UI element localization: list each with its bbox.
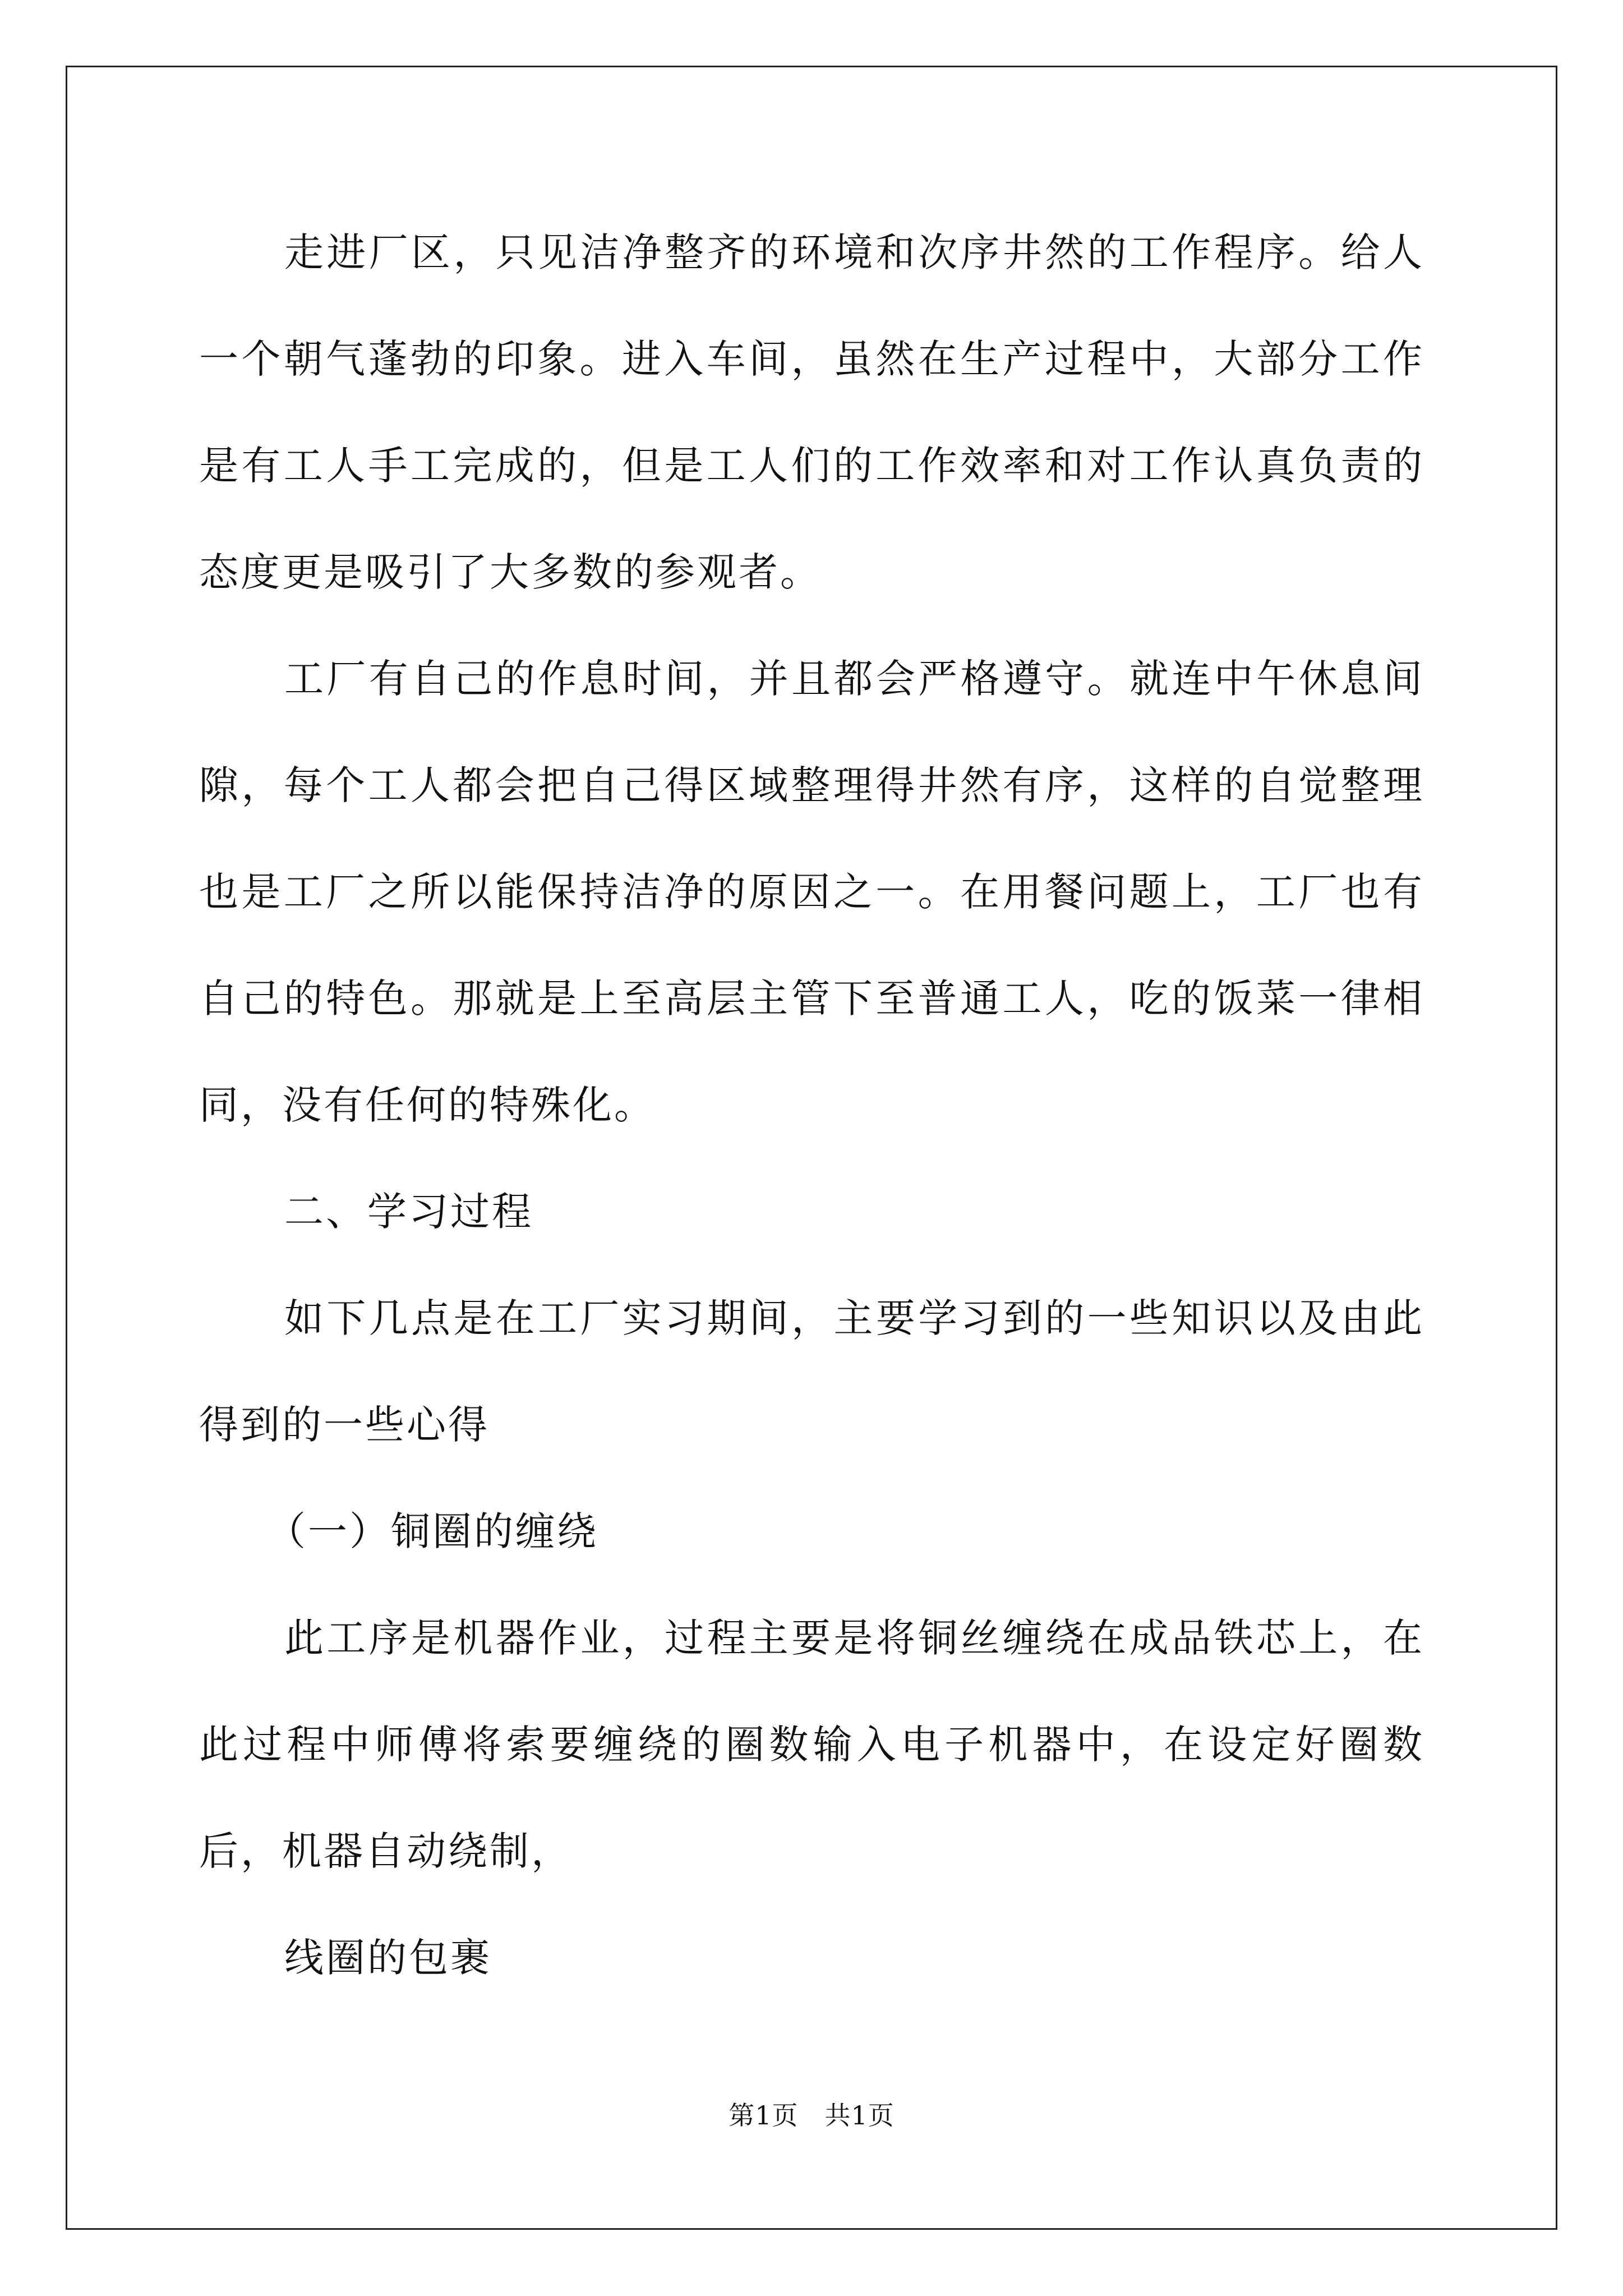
paragraph-winding-process: 此工序是机器作业，过程主要是将铜丝缠绕在成品铁芯上，在此过程中师傅将索要缠绕的圈数输入电子机器中，在设定好圈数后，机器自动绕制， — [199, 1615, 1424, 1874]
paragraph-learning-intro: 如下几点是在工厂实习期间，主要学习到的一些知识以及由此得到的一些心得 — [199, 1295, 1424, 1448]
section-heading-learning-process: 二、学习过程 — [284, 1189, 533, 1235]
paragraph-work-schedule: 工厂有自己的作息时间，并且都会严格遵守。就连中午休息间隙，每个工人都会把自己得区域整理得井然有序，这样的自觉整理也是工厂之所以能保持洁净的原因之一。在用餐问题上，工厂也有自己的特色。那就是上至高层主管下至普通工人，吃的饭菜一律相同，没有任何的特殊化。 — [199, 656, 1424, 1128]
subheading-copper-winding: （一）铜圈的缠绕 — [266, 1508, 598, 1554]
document-body — [199, 199, 1424, 2011]
page-number-footer: 第1页 共1页 — [728, 2100, 895, 2131]
subheading-coil-wrapping: 线圈的包裹 — [284, 1935, 492, 1981]
paragraph-factory-environment: 走进厂区，只见洁净整齐的环境和次序井然的工作程序。给人一个朝气蓬勃的印象。进入车间，虽然在生产过程中，大部分工作是有工人手工完成的，但是工人们的工作效率和对工作认真负责的态度更是吸引了大多数的参观者。 — [199, 229, 1424, 595]
